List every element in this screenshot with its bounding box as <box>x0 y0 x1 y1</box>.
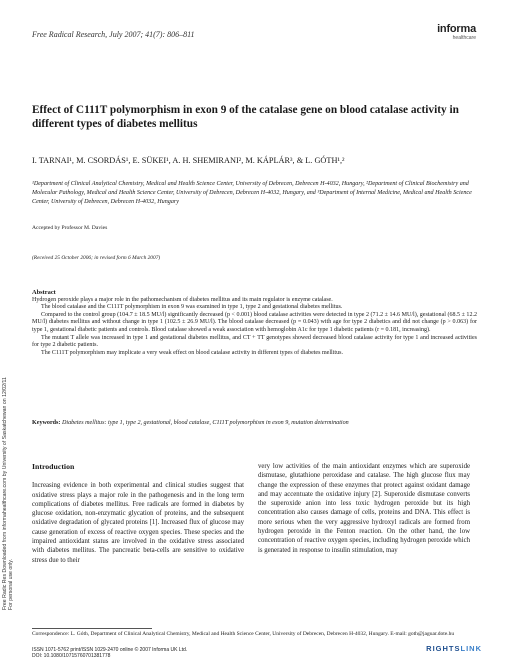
affiliations: ¹Department of Clinical Analytical Chemistry, Medical and Health Science Center, University of Debrecen, Debrecen H-4032, Hungary, ²Department of Clinical Biochemistry and Molecular Pathology, Medical and Health Science Center, University of Debrecen, Debrecen H-4032, Hungary, and ³Department of Internal Medicine, Medical and Health Science Center, University of Debrecen, Debrecen H-4032, Hungary <box>32 181 472 205</box>
received-dates: (Received 25 October 2006; in revised form 6 March 2007) <box>32 255 161 261</box>
abstract-paragraph: Compared to the control group (104.7 ± 18.5 MU/l) significantly decreased (p < 0.001) blood catalase activities were detected in type 2 (71.2 ± 14.6 MU/l), gestational (68.5 ± 12.2 MU/l) diabetes mellitus and without change in type 1 (102.5 ± 26.9 MU/l). The blood catalase decreased (p = 0.043) with age for type 2 diabetics and did not change (p > 0.063) for type 1, gestational diabetic patients and controls. Blood catalase showed a weak association with hemoglobin A1c for type 1 diabetic patients (r = 0.181, increasing). <box>32 311 477 333</box>
body-column-left <box>32 462 244 565</box>
download-watermark-line1: Free Radic Res Downloaded from informahealthcare.com by University of Saskatchewan on 12/02/11 <box>2 377 8 610</box>
journal-citation: Free Radical Research, July 2007; 41(7): 806–811 <box>32 30 195 39</box>
issn-line: ISSN 1071-5762 print/ISSN 1029-2470 online © 2007 Informa UK Ltd. <box>32 647 188 653</box>
body-column-right <box>258 462 470 555</box>
download-watermark-line2: For personal use only. <box>8 559 14 610</box>
publisher-subname: healthcare <box>452 35 476 41</box>
rightslink-logo[interactable] <box>426 644 482 653</box>
keywords-label: Keywords: <box>32 420 61 426</box>
doi-line: DOI: 10.1080/10715760701381778 <box>32 652 111 659</box>
article-title: Effect of C111T polymorphism in exon 9 of the catalase gene on blood catalase activity in different types of diabetes mellitus <box>32 104 459 130</box>
keywords-value: Diabetes mellitus: type 1, type 2, gestational, blood catalase, C111T polymorphism in exon 9, mutation determination <box>61 420 349 426</box>
publisher-logo <box>437 24 476 41</box>
abstract-paragraph: Hydrogen peroxide plays a major role in the pathomechanism of diabetes mellitus and its main regulator is enzyme catalase. <box>32 296 333 303</box>
keywords <box>32 420 477 428</box>
publisher-name: informa <box>437 23 476 35</box>
download-watermark <box>2 140 26 610</box>
footnote-rule <box>32 628 152 629</box>
abstract-label: Abstract <box>32 289 56 296</box>
abstract-paragraph: The C111T polymorphism may implicate a very weak effect on blood catalase activity in different types of diabetes mellitus. <box>41 349 343 356</box>
correspondence-note: Correspondence: L. Góth, Department of Clinical Analytical Chemistry, Medical and Health Science Center, University of Debrecen, Debrecen H-4032, Hungary. E-mail: goth@jaguar.dote.hu <box>32 631 455 637</box>
body-paragraph: Increasing evidence in both experimental and clinical studies suggest that oxidative stress plays a major role in the pathogenesis and in the long term complications of diabetes mellitus. Free radicals are formed in diabetes by glucose oxidation, non-enzymatic glycation of proteins, and the subsequent oxidative degradation of glycated proteins [1]. Increased flux of glucose may cause generation of excess of reactive oxygen species. These species and the impaired antioxidant status are involved in the oxidative stress associated with diabetes mellitus. The pancreatic beta-cells are sensitive to oxidative stress due to their <box>32 482 244 564</box>
section-heading-introduction: Introduction <box>32 462 75 471</box>
rightslink-part-b: LINK <box>460 644 482 653</box>
abstract <box>32 289 477 357</box>
body-paragraph: very low activities of the main antioxidant enzymes which are superoxide dismutase, glutathione peroxidase and catalase. The high glucose flux may change the expression of these enzymes that protect against oxidant damage and may accentuate the oxidative injury [2]. Superoxide dismutase converts the superoxide anion into less toxic hydrogen peroxide but its high concentration also causes damage of cells, proteins and DNA. This effect is more serious when the very aggressive hydroxyl radicals are formed from hydrogen peroxide in the Fenton reaction. On the other hand, the low concentration of reactive oxygen species, including hydrogen peroxide which is generated in response to insulin stimulation, may <box>258 463 470 554</box>
issn-doi <box>32 648 332 660</box>
rightslink-part-a: RIGHTS <box>426 644 461 653</box>
abstract-paragraph: The blood catalase and the C111T polymorphism in exon 9 was examined in type 1, type 2 and gestational diabetes mellitus. <box>41 304 343 311</box>
abstract-paragraph: The mutant T allele was increased in type 1 and gestational diabetes mellitus, and CT + TT genotypes showed decreased blood catalase activity for type 1 and increased activities for type 2 diabetic patients. <box>32 334 477 349</box>
accepted-by: Accepted by Professor M. Davies <box>32 225 108 231</box>
author-list: I. TARNAI¹, M. CSORDÁS¹, E. SÜKEI¹, A. H. SHEMIRANI², M. KÁPLÁR³, & L. GÓTH¹,² <box>32 156 345 165</box>
